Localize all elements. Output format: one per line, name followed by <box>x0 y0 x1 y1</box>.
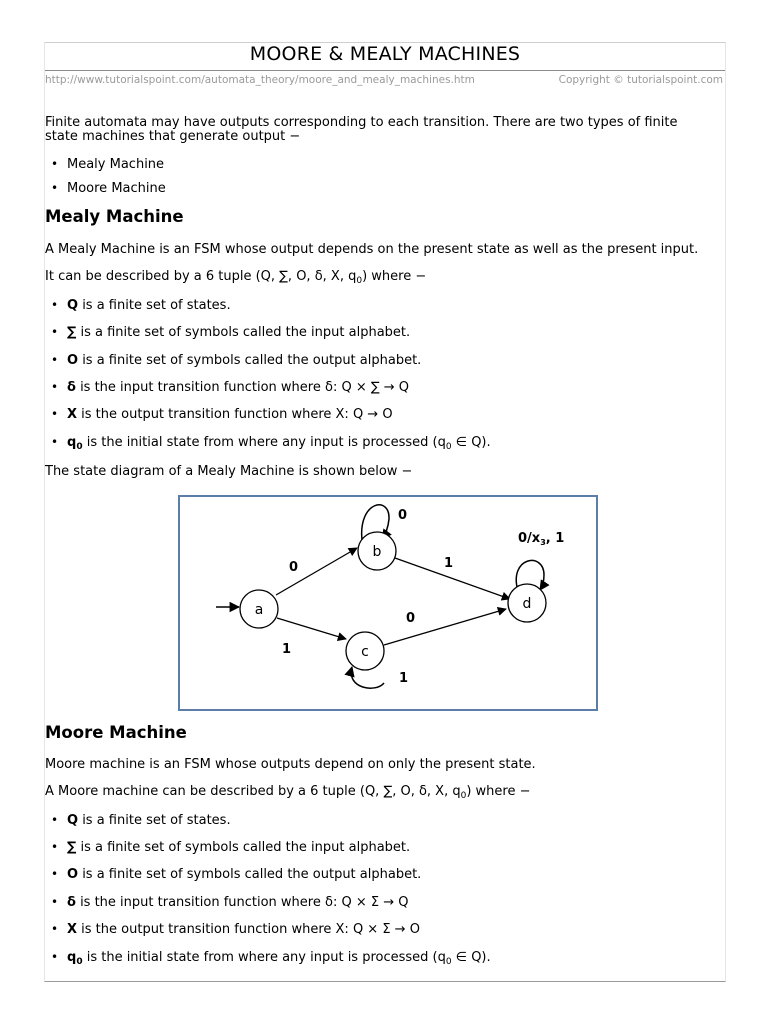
list-item: • ∑ is a finite set of symbols called the input alphabet. <box>67 840 410 855</box>
list-item: • X is the output transition function where X: Q × Σ → O <box>67 922 420 937</box>
state-label: a <box>254 602 264 618</box>
edge-c-d <box>384 609 506 645</box>
state-label: c <box>361 644 369 660</box>
list-item: • ∑ is a finite set of symbols called the input alphabet. <box>67 325 410 340</box>
moore-description: Moore machine is an FSM whose outputs depend on only the present state. <box>45 757 536 772</box>
list-item: • Q is a finite set of states. <box>67 298 231 313</box>
state-diagram-svg <box>180 497 596 709</box>
edge-label-d-loop: $0/x_3$, 1 <box>518 531 565 547</box>
list-item: • $q_0$ is the initial state from where any input is processed ($q_0$ ∈ Q). <box>67 435 491 450</box>
list-item: • δ is the input transition function where δ: Q × ∑ → Q <box>67 380 409 395</box>
mealy-state-diagram <box>178 495 598 711</box>
mealy-tuple-text: It can be described by a 6 tuple (Q, ∑, O, δ, X, $q_0$) where − <box>45 269 427 286</box>
moore-tuple-text: A Moore machine can be described by a 6 tuple (Q, ∑, O, δ, X, $q_0$) where − <box>45 784 531 801</box>
state-label: d <box>522 596 532 612</box>
mealy-heading: Mealy Machine <box>45 207 184 226</box>
mealy-description: A Mealy Machine is an FSM whose output depends on the present state as well as the present input. <box>45 242 699 257</box>
list-item: • $q_0$ is the initial state from where any input is processed ($q_0$ ∈ Q). <box>67 950 491 965</box>
diagram-caption: The state diagram of a Mealy Machine is shown below − <box>45 464 413 479</box>
edge-label: 0 <box>406 611 416 626</box>
list-item: • O is a finite set of symbols called the output alphabet. <box>67 867 421 882</box>
edge-label: 0 <box>289 560 299 575</box>
list-item: • δ is the input transition function where δ: Q × Σ → Q <box>67 895 408 910</box>
source-url[interactable]: http://www.tutorialspoint.com/automata_theory/moore_and_mealy_machines.htm <box>45 74 475 86</box>
document-page <box>44 42 726 982</box>
intro-paragraph-line2: state machines that generate output − <box>45 129 301 144</box>
edge-label: 1 <box>444 556 454 571</box>
edge-label: 1 <box>282 642 292 657</box>
list-item: • Mealy Machine <box>67 157 164 172</box>
copyright-text: Copyright © tutorialspoint.com <box>558 74 723 86</box>
state-label: b <box>372 544 382 560</box>
list-item: • Q is a finite set of states. <box>67 813 231 828</box>
list-item: • X is the output transition function where X: Q → O <box>67 407 393 422</box>
moore-heading: Moore Machine <box>45 723 187 742</box>
edge-a-c <box>277 618 346 639</box>
edge-label: 1 <box>399 671 409 686</box>
intro-paragraph-line1: Finite automata may have outputs corresponding to each transition. There are two types of finite <box>45 115 678 130</box>
list-item: • O is a finite set of symbols called the output alphabet. <box>67 353 421 368</box>
edge-label: 0 <box>398 508 408 523</box>
title-rule <box>45 70 725 71</box>
page-title: MOORE & MEALY MACHINES <box>249 43 521 65</box>
list-item: • Moore Machine <box>67 181 166 196</box>
